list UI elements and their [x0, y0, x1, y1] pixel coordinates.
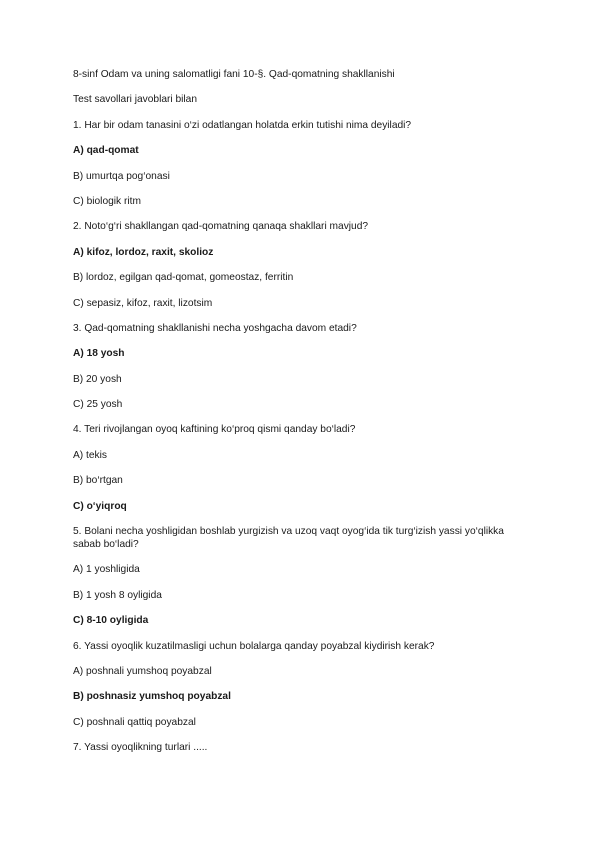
question-2-option-a: A) kifoz, lordoz, raxit, skolioz	[73, 246, 214, 258]
question-6-option-b: B) poshnasiz yumshoq poyabzal	[73, 691, 231, 703]
document-content	[73, 68, 533, 767]
question-3: 3. Qad-qomatning shakllanishi necha yoshgacha davom etadi?	[73, 322, 357, 334]
question-4-option-c: C) o‘yiqroq	[73, 500, 127, 512]
document-title: 8-sinf Odam va uning salomatligi fani 10-§. Qad-qomatning shakllanishi	[73, 69, 395, 80]
question-6: 6. Yassi oyoqlik kuzatilmasligi uchun bolalarga qanday poyabzal kiydirish kerak?	[73, 640, 435, 652]
question-5-option-b: B) 1 yosh 8 oyligida	[73, 589, 162, 601]
question-3-option-c: C) 25 yosh	[73, 399, 123, 411]
question-5: 5. Bolani necha yoshligidan boshlab yurgizish va uzoq vaqt oyog‘ida tik turg‘izish yassi yo‘qlikka sabab bo‘ladi?	[73, 526, 504, 551]
question-4-option-b: B) bo‘rtgan	[73, 475, 123, 487]
question-1-option-c: C) biologik ritm	[73, 195, 141, 207]
question-5-option-a: A) 1 yoshligida	[73, 564, 140, 576]
question-6-option-c: C) poshnali qattiq poyabzal	[73, 716, 196, 728]
question-4: 4. Teri rivojlangan oyoq kaftining ko‘proq qismi qanday bo‘ladi?	[73, 424, 356, 436]
question-1-option-b: B) umurtqa pog‘onasi	[73, 170, 170, 182]
question-3-option-a: A) 18 yosh	[73, 348, 125, 360]
question-1-option-a: A) qad-qomat	[73, 145, 139, 157]
question-1: 1. Har bir odam tanasini o‘zi odatlangan holatda erkin tutishi nima deyiladi?	[73, 119, 412, 131]
question-2-option-b: B) lordoz, egilgan qad-qomat, gomeostaz, ferritin	[73, 272, 294, 284]
question-5-option-c: C) 8-10 oyligida	[73, 615, 149, 627]
document-subtitle: Test savollari javoblari bilan	[73, 94, 198, 106]
question-2: 2. Noto‘g‘ri shakllangan qad-qomatning qanaqa shakllari mavjud?	[73, 221, 369, 233]
question-7: 7. Yassi oyoqlikning turlari .....	[73, 742, 208, 754]
question-2-option-c: C) sepasiz, kifoz, raxit, lizotsim	[73, 297, 213, 309]
question-6-option-a: A) poshnali yumshoq poyabzal	[73, 665, 212, 677]
question-4-option-a: A) tekis	[73, 449, 107, 461]
question-3-option-b: B) 20 yosh	[73, 373, 122, 385]
